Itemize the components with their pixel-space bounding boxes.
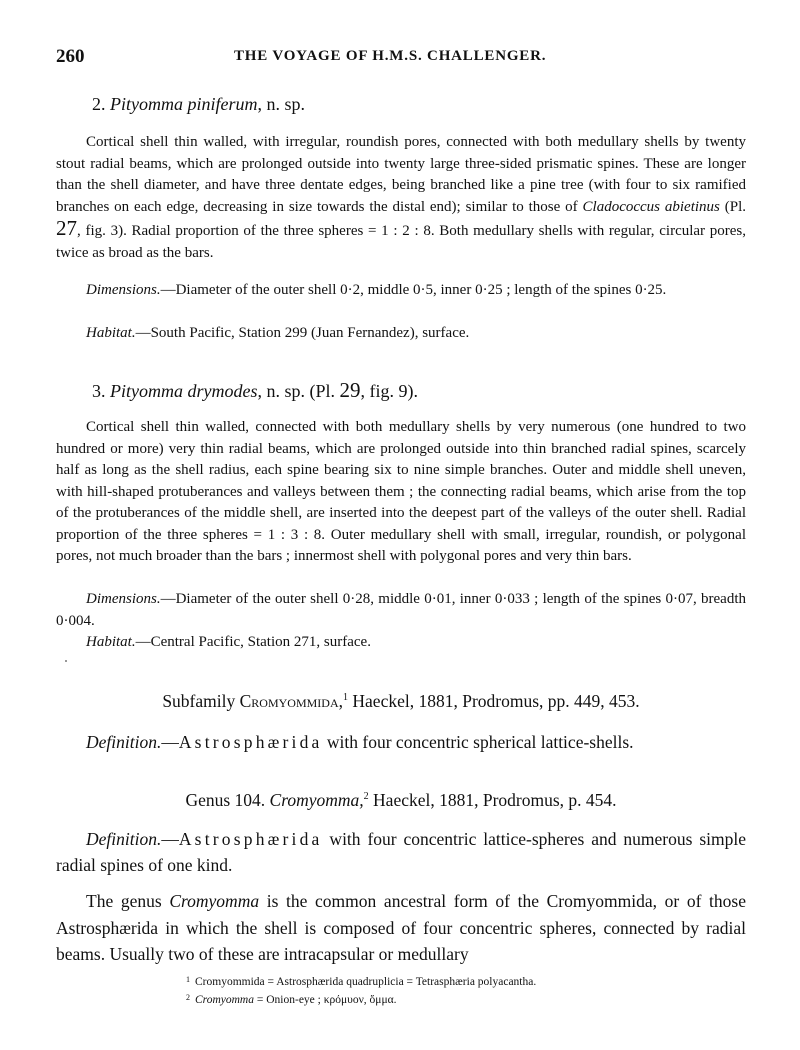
page-number: 260 <box>56 46 85 67</box>
genus-heading: Genus 104. Cromyomma,$^2$ Haeckel, 1881, Prodromus, p. 454. <box>185 790 617 810</box>
species-3-dimensions: Dimensions.—Diameter of the outer shell 0·28, middle 0·01, inner 0·033 ; length of the spines 0·07, breadth 0·004. <box>56 591 746 629</box>
species-3-name: Pityomma drymodes <box>110 381 258 401</box>
species-3-plate-number: 29 <box>339 378 361 402</box>
species-2-habitat: Habitat.—South Pacific, Station 299 (Juan Fernandez), surface. <box>86 325 470 341</box>
intro-genus-name: Cromyomma <box>169 891 260 911</box>
species-3-habitat: Habitat.—Central Pacific, Station 271, surface. <box>86 634 371 650</box>
running-head: THE VOYAGE OF H.M.S. CHALLENGER. <box>234 48 547 64</box>
footnote-2: $^2$ Cromyomma = Onion-eye ; κρόμυον, ὄμμα. <box>186 993 397 1006</box>
species-2-description: Cortical shell thin walled, with irregular, roundish pores, connected with both medullary shells by twenty stout radial beams, which are prolonged outside into twenty large three-sided prismatic spines. These are longer than the shell diameter, and have three dentate edges, being branched like a pine tree (with four to six ramified branches on each edge, decreasing in size towards the distal end); similar to those of Cladococcus abietinus (Pl. 27, fig. 3). Radial proportion of the three spheres = 1 : 2 : 8. Both medullary shells with regular, circular pores, twice as broad as the bars. <box>56 134 746 261</box>
species-3-number: 3. <box>92 381 106 401</box>
footnote-1: $^1$ Cromyommida = Astrosphærida quadruplicia = Tetrasphæria polyacantha. <box>186 975 537 988</box>
habitat-label: Habitat. <box>86 325 136 341</box>
definition-label: Definition. <box>86 829 162 849</box>
dimensions-label: Dimensions. <box>86 591 161 607</box>
definition-label: Definition. <box>86 732 162 752</box>
species-2-heading <box>92 94 305 115</box>
footnote-ref-2: 2 <box>363 791 369 803</box>
species-2-name: Pityomma piniferum <box>110 94 258 114</box>
subfamily-definition: Definition.—Astrosphærida with four concentric spherical lattice-shells. <box>56 729 746 755</box>
species-2-dimensions: Dimensions.—Diameter of the outer shell 0·2, middle 0·5, inner 0·25 ; length of the spines 0·25. <box>86 282 667 298</box>
habitat-label: Habitat. <box>86 634 136 650</box>
species-2-plate-number: 27 <box>56 216 77 240</box>
genus-name: Cromyomma, <box>269 790 364 810</box>
species-3-description: Cortical shell thin walled, connected with both medullary shells by very numerous (one hundred to two hundred or more) very thin radial beams, which are prolonged outside into thin branched radial spines, scarcely half as long as the shell radius, each spine bearing six to nine simple branches. Outer and middle shell uneven, with hill-shaped protuberances and valleys between them ; the connecting radial beams, which arise from the top of the protuberances of the middle shell, are inserted into the deepest part of the valleys of the outer shell. Radial proportion of the three spheres = 1 : 3 : 8. Outer medullary shell with small, irregular, roundish, or polygonal pores, not much broader than the bars ; innermost shell with polygonal pores and very thin bars. <box>56 419 746 564</box>
species-2-compare-species: Cladococcus abietinus <box>582 198 720 215</box>
species-3-heading: 3. Pityomma drymodes, n. sp. (Pl. 29, fig. 9). <box>92 378 418 402</box>
genus-definition: Definition.—Astrosphærida with four concentric lattice-spheres and numerous simple radial spines of one kind. <box>56 829 746 875</box>
species-2-number: 2. <box>92 94 106 114</box>
species-2-suffix: , n. sp. <box>257 94 305 114</box>
page-header <box>56 46 746 72</box>
genus-intro-paragraph: The genus Cromyomma is the common ancestral form of the Cromyommida, or of those Astrosphærida in which the shell is composed of four concentric spheres, connected by radial beams. Usually two of these are intracapsular or medullary <box>56 891 746 964</box>
footnotes <box>186 972 746 1008</box>
dimensions-label: Dimensions. <box>86 282 161 298</box>
subfamily-heading: Subfamily Cromyommida,$^1$ Haeckel, 1881, Prodromus, pp. 449, 453. <box>162 691 640 711</box>
footnote-ref-1: 1 <box>343 692 349 704</box>
subfamily-name: Cromyommida, <box>239 691 344 711</box>
print-speck <box>65 660 67 662</box>
